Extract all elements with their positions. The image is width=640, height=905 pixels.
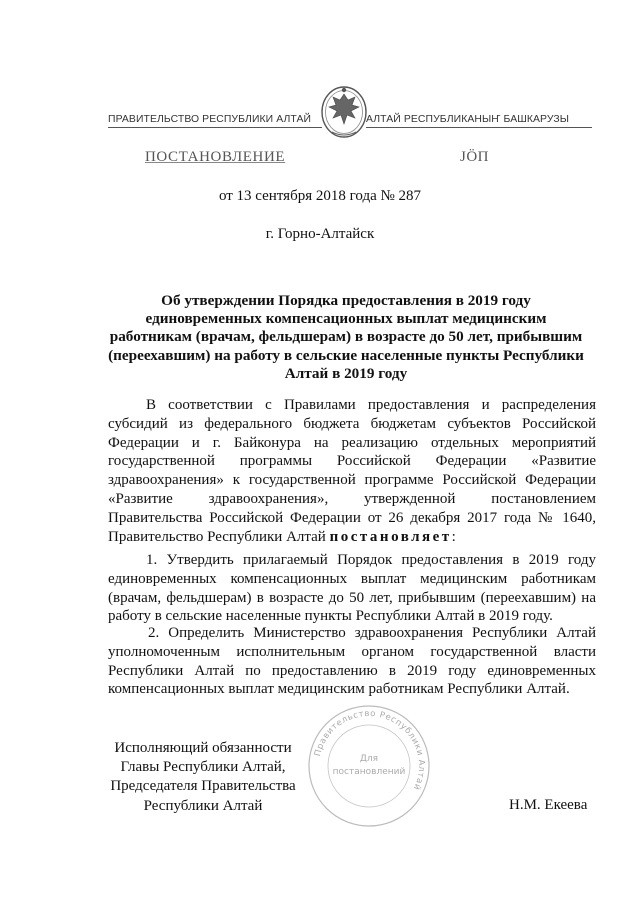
resolution-keyword: постановляет — [329, 528, 452, 545]
document-type-ru: ПОСТАНОВЛЕНИЕ — [145, 149, 286, 165]
header-government-name-ru: ПРАВИТЕЛЬСТВО РЕСПУБЛИКИ АЛТАЙ — [108, 114, 322, 128]
preamble-paragraph — [108, 396, 596, 546]
signatory-name: Н.М. Екеева — [509, 797, 588, 813]
document-city: г. Горно-Алтайск — [265, 226, 375, 242]
document-type-altai: ЈӦП — [460, 149, 490, 165]
document-title: Об утверждении Порядка предоставления в 2019 году единовременных компенсационных выплат медицинским работникам (врачам, фельдшерам) в возрасте до 50 лет, прибывшим (переехавшим) на работу в сельские населенные пункты Республики Алтай в 2019 году — [108, 292, 584, 382]
header-government-name-altai: АЛТАЙ РЕСПУБЛИКАНЫҤ БАШКАРУЗЫ — [366, 114, 592, 128]
signatory-line-2: Главы Республики Алтай, — [120, 759, 286, 776]
clause-2: 2. Определить Министерство здравоохранения Республики Алтай уполномоченным исполнительным органом государственной власти Республики Алтай по предоставлению в 2019 году единовременных компенсационных выплат медицинским работникам Республики Алтай. — [108, 625, 596, 698]
signatory-line-3: Председателя Правительства — [110, 778, 296, 795]
stamp-center-line-1: Для — [359, 754, 379, 764]
stamp-center-line-2: постановлений — [332, 767, 406, 777]
signatory-line-1: Исполняющий обязанности — [114, 740, 292, 756]
document-date-number: от 13 сентября 2018 года № 287 — [218, 188, 422, 204]
preamble-text: В соответствии с Правилами предоставления и распределения субсидий из федерального бюджета бюджетам субъектов Российской Федерации и г. Байконура на реализацию отдельных мероприятий государственной программы Российской Федерации «Развитие здравоохранения» к государственной программе Российской Федерации «Развитие здравоохранения», утвержденной постановлением Правительства Российской Федерации от 26 декабря 2017 года № 1640, Правительство Республики Алтай — [108, 397, 596, 545]
official-stamp — [306, 703, 432, 829]
clause-1: 1. Утвердить прилагаемый Порядок предоставления в 2019 году единовременных компенсационных выплат медицинским работникам (врачам, фельдшерам) в возрасте до 50 лет, прибывшим (переехавшим) на работу в сельские населенные пункты Республики Алтай в 2019 году. — [108, 552, 596, 625]
stamp-ring-text: Правительство Республики Алтай — [312, 708, 427, 792]
preamble-colon: : — [451, 528, 456, 545]
signatory-position — [108, 739, 298, 816]
signatory-line-4: Республики Алтай — [143, 797, 263, 814]
altai-coat-of-arms-icon — [318, 80, 370, 140]
